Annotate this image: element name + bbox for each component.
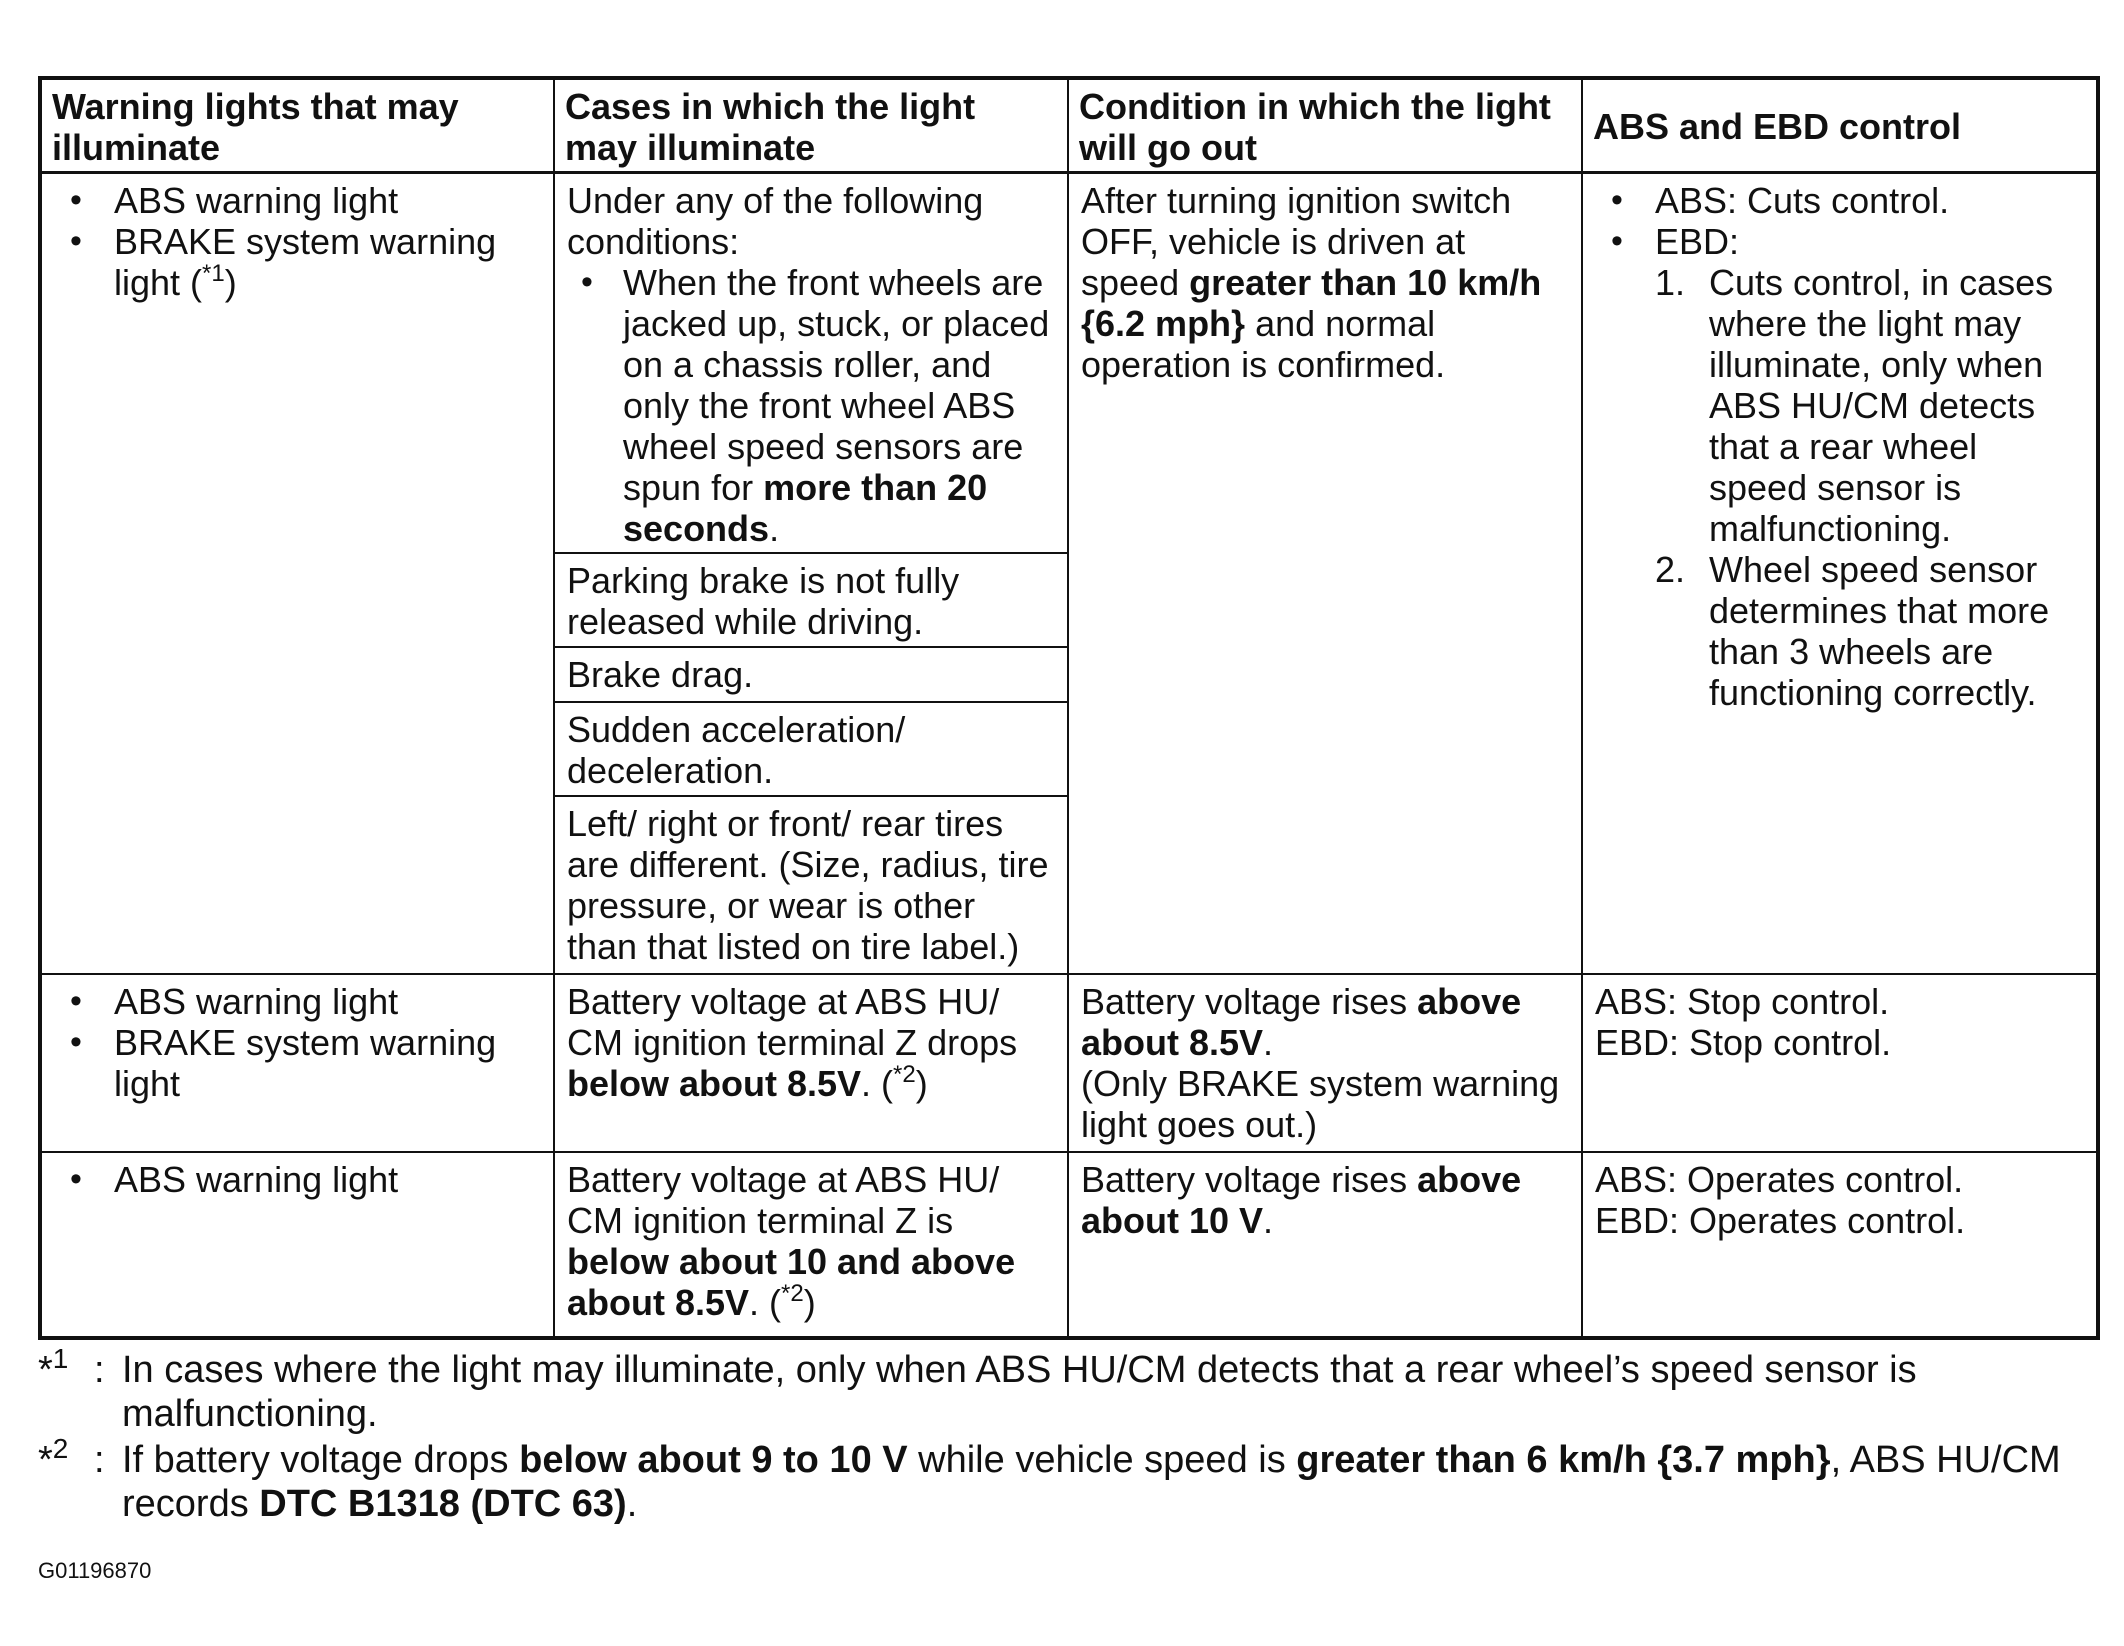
list-item: • BRAKE system warning light ($^{*1}$): [54, 221, 541, 303]
header-condition: Condition in which the light will go out: [1068, 78, 1582, 173]
header-cases: Cases in which the light may illuminate: [554, 78, 1068, 173]
row3-condition-cell: Battery voltage rises above about 10 V.: [1068, 1152, 1582, 1338]
warning-light-table: [38, 76, 2100, 1340]
row3-lights-cell: [40, 1152, 554, 1338]
row2-condition-cell: Battery voltage rises above about 8.5V. (Only BRAKE system warning light goes out.): [1068, 974, 1582, 1152]
case-item: Brake drag.: [555, 648, 1067, 703]
row2-lights-cell: [40, 974, 554, 1152]
row3-cases-cell: Battery voltage at ABS HU/ CM ignition terminal Z is below about 10 and above about 8.5V. ($^{*2}$): [554, 1152, 1068, 1338]
list-item: • ABS warning light: [54, 180, 541, 221]
case-item: Left/ right or front/ rear tires are different. (Size, radius, tire pressure, or wear is other than that listed on tire label.): [567, 803, 1049, 967]
row1-condition-cell: After turning ignition switch OFF, vehicle is driven at speed greater than 10 km/h {6.2 mph} and normal operation is confirmed.: [1068, 173, 1582, 975]
header-warning-lights: Warning lights that may illuminate: [40, 78, 554, 173]
table-row: [40, 974, 2098, 1152]
row2-cases-cell: Battery voltage at ABS HU/ CM ignition terminal Z drops below about 8.5V. ($^{*2}$): [554, 974, 1068, 1152]
figure-id: G01196870: [38, 1558, 152, 1583]
list-item: 1. Cuts control, in cases where the light may illuminate, only when ABS HU/CM detects that a rear wheel speed sensor is malfunctioning.: [1655, 262, 2054, 549]
list-item: • When the front wheels are jacked up, stuck, or placed on a chassis roller, and only the front wheel ABS wheel speed sensors are spun for more than 20 seconds.: [567, 262, 1055, 549]
footnote-1: *$^1$ : In cases where the light may illuminate, only when ABS HU/CM detects that a rear wheel’s speed sensor is malfunctioning.: [38, 1343, 1917, 1435]
list-item: • ABS warning light: [54, 981, 541, 1022]
list-item: • BRAKE system warning light: [54, 1022, 541, 1104]
table-header-row: [40, 78, 2098, 173]
case-item: Sudden acceleration/ deceleration.: [555, 703, 1067, 797]
footnotes: [38, 1343, 2098, 1528]
table-row: [40, 1152, 2098, 1338]
document: [38, 76, 2096, 1340]
footnote-ref: *2: [781, 1280, 804, 1307]
row1-cases-cell: [554, 173, 1068, 975]
row1-control-cell: [1582, 173, 2098, 975]
footnote-ref: *2: [893, 1061, 916, 1088]
row2-control-cell: ABS: Stop control. EBD: Stop control.: [1582, 974, 2098, 1152]
row1-lights-cell: [40, 173, 554, 975]
list-item: • ABS warning light: [54, 1159, 541, 1200]
table-row: [40, 173, 2098, 975]
list-item: 2. Wheel speed sensor determines that more than 3 wheels are functioning correctly.: [1655, 549, 2050, 713]
case-item: Under any of the following conditions: • When the front wheels are jacked up, stuck, or placed on a chassis roller, and only the front wheel ABS wheel speed sensors are spun for more than 20 seconds.: [555, 174, 1067, 554]
footnote-2: *$^2$ : If battery voltage drops below about 9 to 10 V while vehicle speed is greater than 6 km/h {3.7 mph}, ABS HU/CM records DTC B1318 (DTC 63).: [38, 1433, 2061, 1525]
case-item: Parking brake is not fully released while driving.: [555, 554, 1067, 648]
list-item: • ABS: Cuts control.: [1595, 180, 2084, 221]
row3-control-cell: ABS: Operates control. EBD: Operates control.: [1582, 1152, 2098, 1338]
header-abs-ebd-control: ABS and EBD control: [1582, 78, 2098, 173]
footnote-ref: *1: [202, 260, 225, 287]
list-item: • EBD:: [1595, 221, 2084, 262]
